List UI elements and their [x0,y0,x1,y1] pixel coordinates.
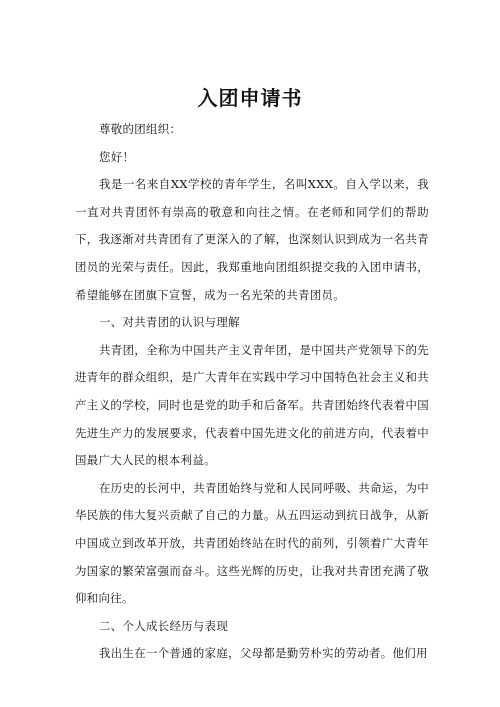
paragraph-league-history: 在历史的长河中，共青团始终与党和人民同呼吸、共命运，为中华民族的伟大复兴贡献了自己的力量。从五四运动到抗日战争，从新中国成立到改革开放，共青团始终站在时代的前列，引领着广大青年为国家的繁荣富强而奋斗。这些光辉的历史，让我对共青团充满了敬仰和向往。 [75,480,429,606]
greeting: 您好！ [99,149,135,164]
section-heading-understanding: 一、对共青团的认识与理解 [99,315,240,330]
salutation: 尊敬的团组织： [99,122,182,136]
section-heading-growth: 二、个人成长经历与表现 [99,618,229,633]
document-title: 入团申请书 [197,86,303,110]
paragraph-league-definition: 共青团，全称为中国共产主义青年团，是中国共产党领导下的先进青年的群众组织，是广大青年在实践中学习中国特色社会主义和共产主义的学校，同时也是党的助手和后备军。共青团始终代表着中国先进生产力的发展要求，代表着中国先进文化的前进方向，代表着中国最广大人民的根本利益。 [75,342,429,468]
paragraph-family: 我出生在一个普通的家庭，父母都是勤劳朴实的劳动者。他们用 [99,646,428,661]
paragraph-intro: 我是一名来自XX学校的青年学生，名叫XXX。自入学以来，我一直对共青团怀有崇高的敬意和向往之情。在老师和同学们的帮助下，我逐渐对共青团有了更深入的了解，也深刻认识到成为一名共青团员的光荣与责任。因此，我郑重地向团组织提交我的入团申请书，希望能够在团旗下宣誓，成为一名光荣的共青团员。 [75,177,429,302]
document-body [75,116,429,668]
